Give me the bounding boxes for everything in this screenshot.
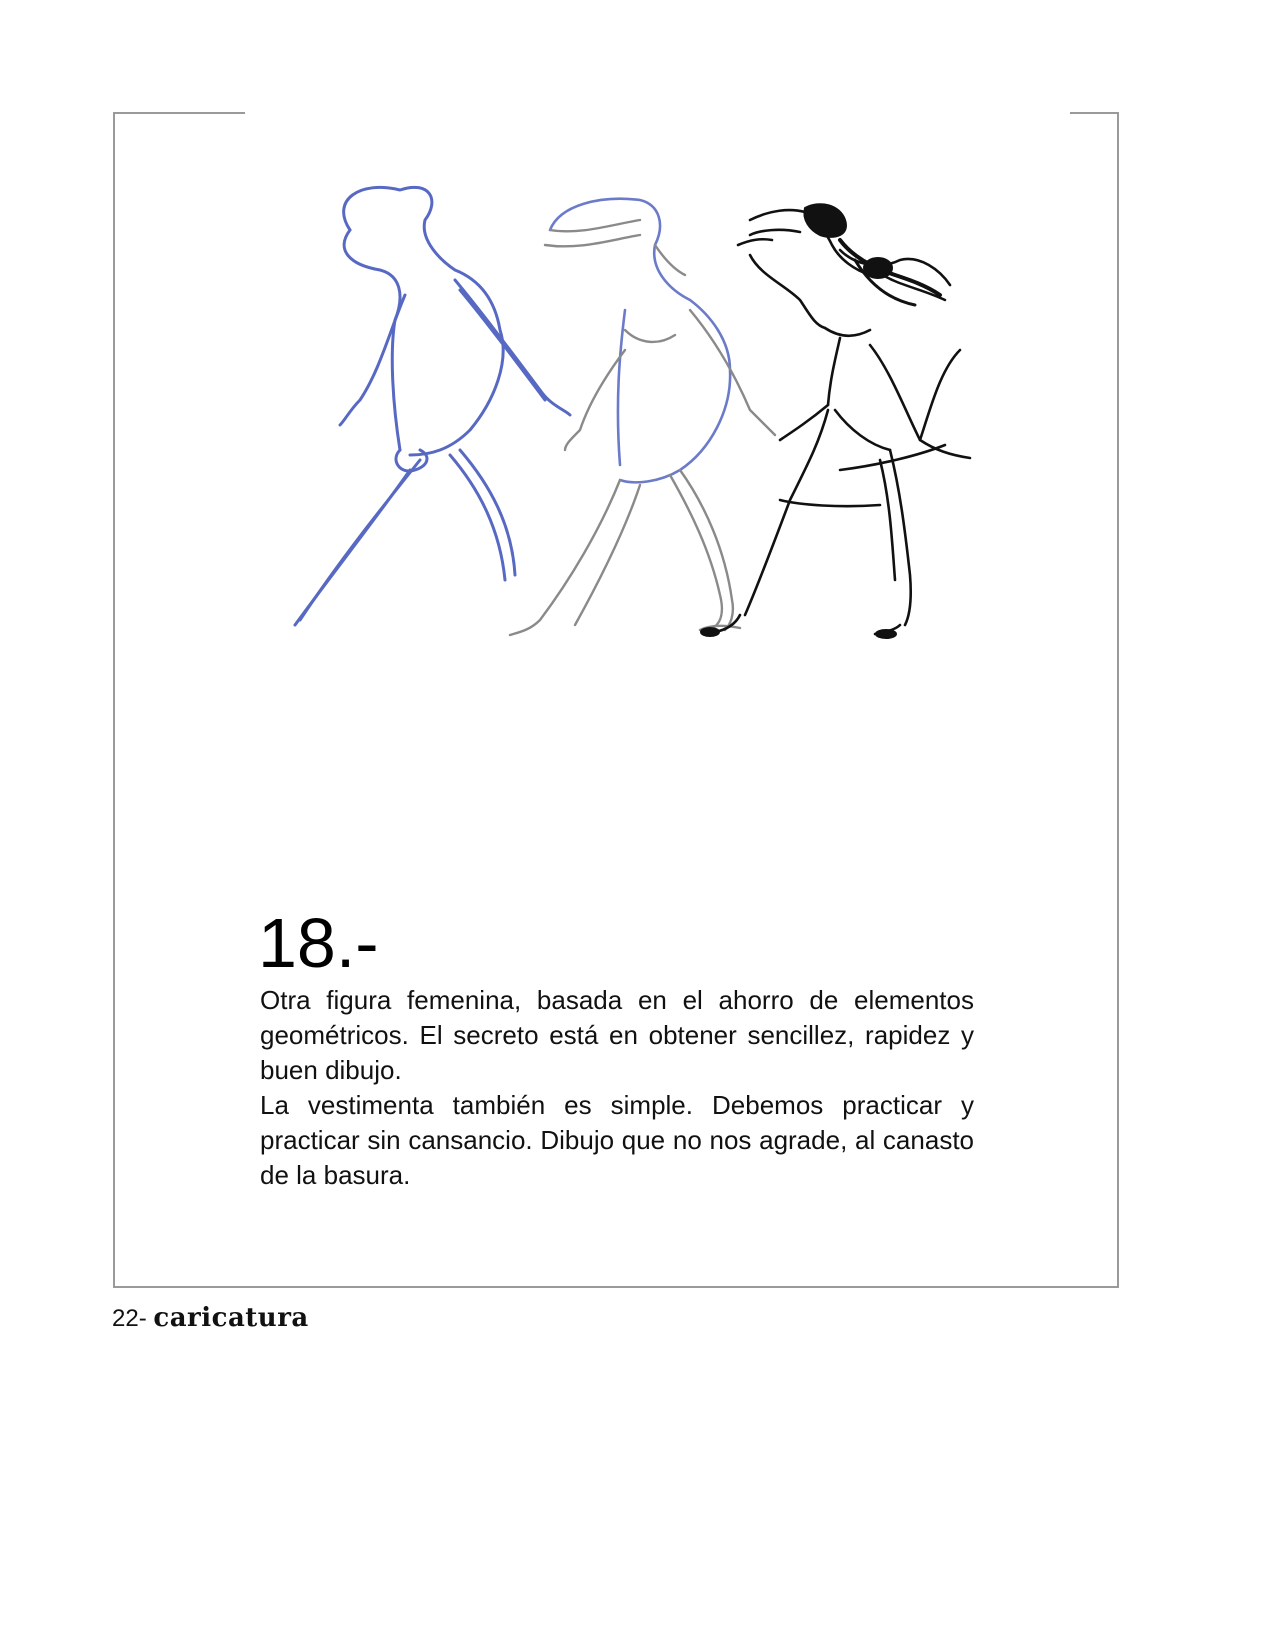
figure-stage-2 bbox=[510, 199, 775, 635]
book-title: caricatura bbox=[153, 1303, 309, 1333]
caption-text bbox=[260, 983, 974, 1193]
step-number: 18.- bbox=[258, 904, 379, 982]
page-number: 22- bbox=[112, 1305, 147, 1332]
caption-paragraph-2: La vestimenta también es simple. Debemos practicar y practicar sin cansancio. Dibujo que no nos agrade, al canasto de la basura. bbox=[260, 1090, 974, 1190]
page-footer bbox=[112, 1303, 309, 1334]
figure-stage-3 bbox=[715, 210, 970, 634]
figure-stage-3-hair bbox=[701, 204, 945, 638]
figure-sketch-sequence bbox=[280, 110, 1080, 670]
figure-stage-1 bbox=[295, 187, 570, 625]
caption-paragraph-1: Otra figura femenina, basada en el ahorro de elementos geométricos. El secreto está en obtener sencillez, rapidez y buen dibujo. bbox=[260, 985, 974, 1085]
